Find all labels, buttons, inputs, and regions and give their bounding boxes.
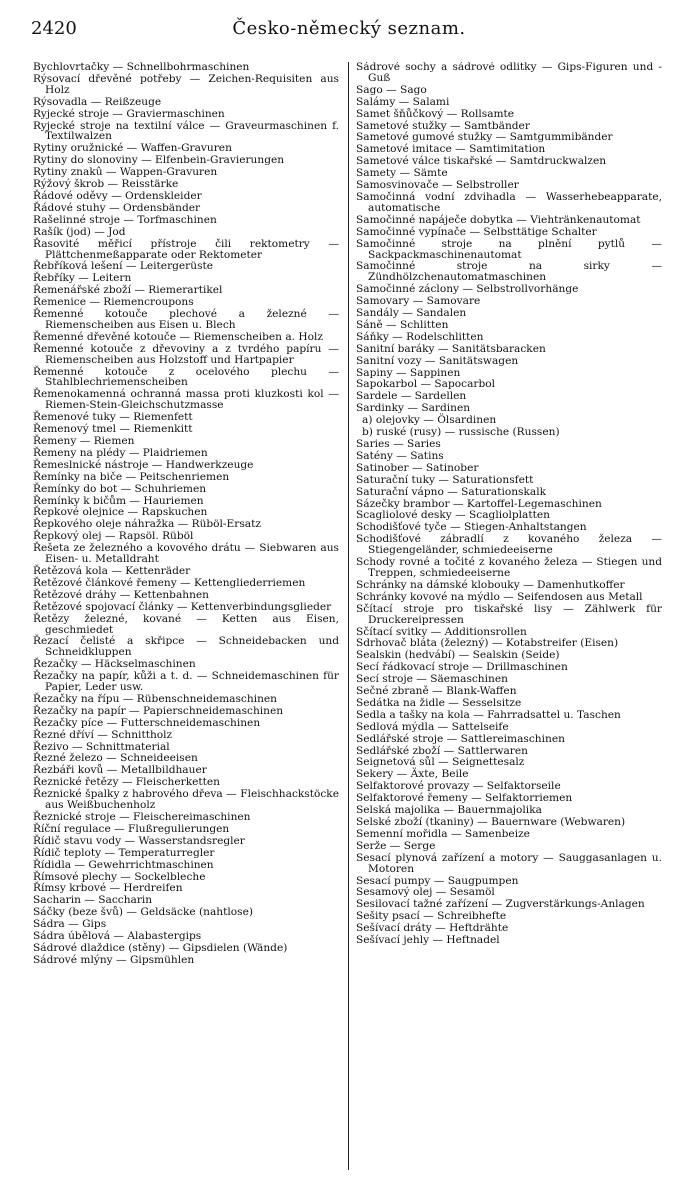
index-entry: Secí řádkovací stroje — Drillmaschinen xyxy=(356,661,568,674)
index-entry: Sádra — Gips xyxy=(33,918,107,931)
index-entry: Sáčky (beze švů) — Geldsäcke (nahtlose) xyxy=(33,906,253,919)
index-entry: Řezačky na papír — Papierschneidemaschinen xyxy=(33,704,284,717)
index-entry: Selfaktorové řemeny — Selfaktorriemen xyxy=(356,792,573,805)
index-entry: Samočinné vypínače — Selbsttätige Schalter xyxy=(356,225,597,238)
index-entry: Sacharin — Saccharin xyxy=(33,894,153,907)
index-entry: Sádra úbělová — Alabastergips xyxy=(33,930,202,943)
index-entry: Sečné zbraně — Blank-Waffen xyxy=(356,685,517,698)
index-entry: Řemenice — Riemencroupons xyxy=(33,296,194,309)
index-entry: Sesací plynová zařízení a motory — Sauggasanlagen u. Motoren xyxy=(356,851,662,875)
index-entry: Řemenné kotouče z ocelového plechu — Stahlblechriemenscheiben xyxy=(33,365,339,389)
index-entry: Samosvinovače — Selbstroller xyxy=(356,179,519,192)
index-entry: Sáňky — Rodelschlitten xyxy=(356,330,484,343)
index-entry: Sdrhovač bláta (železný) — Kotabstreifer (Eisen) xyxy=(356,637,619,650)
index-entry: Řezbáři kovů — Metallbildhauer xyxy=(33,764,207,777)
index-entry: Schodišťové zábradlí z kovaného železa — Stiegengeländer, schmiedeeiserne xyxy=(356,533,662,557)
index-entry: Sešívací jehly — Heftnadel xyxy=(356,934,500,947)
index-entry: Řezačky — Häckselmaschinen xyxy=(33,658,196,671)
index-entry: Rytiny znakû — Wappen-Gravuren xyxy=(33,166,218,179)
index-entry: Řešeta ze železného a kovového drátu — Siebwaren aus Eisen- u. Metalldraht xyxy=(33,542,339,566)
index-entry: Samovary — Samovare xyxy=(356,295,481,308)
index-entry: Selfaktorové provazy — Selfaktorseile xyxy=(356,780,561,793)
index-entry: Řebříková lešení — Leitergerüste xyxy=(33,260,214,273)
index-entry: Rašík (jod) — Jod xyxy=(33,225,126,238)
index-entry: Řemenový tmel — Riemenkitt xyxy=(33,423,193,436)
index-entry: Samočinné stroje na plnění pytlů — Sackpackmaschinenautomat xyxy=(356,237,662,261)
index-entry: Říční regulace — Flußregulierungen xyxy=(33,822,230,835)
index-entry: Řemeny na plédy — Plaidriemen xyxy=(33,446,208,459)
index-entry: Sanitní vozy — Sanitätswagen xyxy=(356,354,519,367)
index-entry: Řemeny — Riemen xyxy=(33,435,135,447)
index-entry: Samočinná vodní zdvihadla — Wasserhebeapparate, automatische xyxy=(356,190,662,214)
index-entry: Sekery — Äxte, Beile xyxy=(356,768,469,781)
index-entry: Saturační vápno — Saturationskalk xyxy=(356,485,547,498)
index-entry: Sedátka na židle — Sesselsitze xyxy=(356,696,522,709)
index-entry: Řeznické stroje — Fleischereimaschinen xyxy=(33,811,251,823)
index-columns xyxy=(33,62,667,1172)
index-entry: Schody rovné a točité z kovaného železa — Stiegen und Treppen, schmiedeeiserne xyxy=(356,556,662,579)
index-entry: Řepkový olej — Rapsöl. Rüböl xyxy=(33,530,194,543)
index-entry: Satény — Satins xyxy=(356,449,444,462)
index-entry: Schránky na dámské klobouky — Damenhutkoffer xyxy=(356,578,625,591)
index-entry: Řezačky na řípu — Rübenschneidemaschinen xyxy=(33,692,277,705)
index-entry: Sázečky brambor — Kartoffel-Legemaschinen xyxy=(356,497,602,510)
index-entry: Semenní mořidla — Samenbeize xyxy=(356,827,530,840)
index-entry: Rašelinné stroje — Torfmaschinen xyxy=(33,213,217,226)
index-entry: a) olejovky — Ölsardinen xyxy=(362,414,497,427)
index-entry: Řezačky píce — Futterschneidemaschinen xyxy=(33,716,261,729)
index-entry: Řídidla — Gewehrrichtmaschinen xyxy=(33,858,214,871)
index-entry: Řepkové olejnice — Rapskuchen xyxy=(33,506,208,519)
page-number: 2420 xyxy=(31,18,77,39)
index-entry: Sardele — Sardellen xyxy=(356,390,467,403)
index-entry: Řídič stavu vody — Wasserstandsregler xyxy=(33,834,245,847)
index-entry: Seignetová sůl — Seignettesalz xyxy=(356,756,525,769)
index-entry: Samety — Sämte xyxy=(356,167,448,180)
index-entry: Řemeslnické nástroje — Handwerkzeuge xyxy=(33,458,254,471)
index-entry: Sáně — Schlitten xyxy=(356,318,449,331)
index-entry: Řasovité měřicí přístroje čili rektometry — Plättchenmeßapparate oder Rektometer xyxy=(33,237,339,261)
index-entry: Řezné železo — Schneideeisen xyxy=(33,752,198,765)
left-column xyxy=(33,62,339,1172)
index-entry: Salámy — Salami xyxy=(356,95,450,108)
index-entry: Sádrové mlýny — Gipsmühlen xyxy=(33,953,195,966)
index-entry: Řeznické řetězy — Fleischerketten xyxy=(33,776,220,789)
index-entry: Sametové gumové stužky — Samtgummibänder xyxy=(356,131,613,144)
index-entry: Sešity psací — Schreibhefte xyxy=(356,910,507,923)
index-entry: Sametové válce tiskařské — Samtdruckwalzen xyxy=(356,155,607,168)
index-entry: Selské zboží (tkaniny) — Bauernware (Webwaren) xyxy=(356,816,626,828)
index-entry: Sádrové dlaždice (stěny) — Gipsdielen (Wände) xyxy=(33,941,288,954)
index-entry: Řebříky — Leitern xyxy=(33,272,132,285)
index-entry: Sedlářské stroje — Sattlereimaschinen xyxy=(356,732,565,745)
index-entry: Saries — Saries xyxy=(356,438,441,450)
index-entry: Řezací čelisté a skřipce — Schneidebacken und Schneidkluppen xyxy=(33,635,339,659)
index-entry: Rytiny oružnické — Waffen-Gravuren xyxy=(33,142,232,155)
index-entry: Rytiny do slonoviny — Elfenbein-Gravierungen xyxy=(33,154,285,167)
index-entry: b) ruské (rusy) — russische (Russen) xyxy=(362,426,560,439)
index-entry: Řemínky na biče — Peitschenriemen xyxy=(33,470,230,483)
page-title: Česko-německý seznam. xyxy=(232,18,466,39)
index-entry: Ryjecké stroje na textilní válce — Graveurmaschinen f. Textilwalzen xyxy=(33,119,339,143)
index-entry: Řezné dříví — Schnittholz xyxy=(33,728,173,741)
page-header xyxy=(0,18,698,44)
index-entry: Sádrové sochy a sádrové odlitky — Gips-Figuren und -Guß xyxy=(356,62,662,84)
index-entry: Sčítací svitky — Additionsrollen xyxy=(356,625,527,638)
index-entry: Sametové imitace — Samtimitation xyxy=(356,143,546,156)
index-entry: Samočinné napáječe dobytka — Viehtränkenautomat xyxy=(356,213,641,226)
index-entry: Schránky kovové na mýdlo — Seifendosen aus Metall xyxy=(356,590,643,603)
index-entry: Řemenné dřevěné kotouče — Riemenscheiben a. Holz xyxy=(33,330,323,343)
index-entry: Řádové oděvy — Ordenskleider xyxy=(33,189,202,202)
index-entry: Rýsovací dřevěné potřeby — Zeichen-Requisiten aus Holz xyxy=(33,72,339,96)
index-entry: Ryjecké stroje — Graviermaschinen xyxy=(33,107,225,120)
index-entry: Řetězová kola — Kettenräder xyxy=(33,564,191,577)
index-entry: Sanitní baráky — Sanitätsbaracken xyxy=(356,342,546,355)
index-entry: Sapokarbol — Sapocarbol xyxy=(356,378,496,391)
index-entry: Řídič teploty — Temperaturregler xyxy=(33,846,215,859)
index-entry: Sardinky — Sardinen xyxy=(356,402,471,415)
index-entry: Samočinné stroje na sirky — Zündhölzchenautomatmaschinen xyxy=(356,260,662,284)
index-entry: Sago — Sago xyxy=(356,83,427,96)
index-entry: Bychlovrtačky — Schnellbohrmaschinen xyxy=(33,62,250,73)
index-entry: Sandály — Sandalen xyxy=(356,307,467,320)
index-entry: Řemenokamenná ochranná massa proti kluzkosti kol — Riemen-Stein-Gleichschutzmasse xyxy=(33,388,339,412)
index-entry: Rýžový škrob — Reisstärke xyxy=(33,178,179,191)
index-entry: Římsové plechy — Sockelbleche xyxy=(33,870,206,883)
index-entry: Řetězové článkové řemeny — Kettengliederriemen xyxy=(33,576,306,589)
index-entry: Sedla a tašky na kola — Fahrradsattel u. Taschen xyxy=(356,708,621,721)
index-entry: Rýsovadla — Reißzeuge xyxy=(33,95,162,108)
index-entry: Saturační tuky — Saturationsfett xyxy=(356,473,534,486)
index-entry: Scagliolové desky — Scagliolplatten xyxy=(356,509,550,522)
index-entry: Sesací pumpy — Saugpumpen xyxy=(356,874,519,887)
index-entry: Sedlová mýdla — Sattelseife xyxy=(356,720,509,733)
index-entry: Řezivo — Schnittmaterial xyxy=(33,740,170,753)
column-divider xyxy=(348,62,349,1170)
index-entry: Řeznické špalky z habrového dřeva — Fleischhackstöcke aus Weißbuchenholz xyxy=(33,788,339,812)
index-entry: Serže — Serge xyxy=(356,839,436,852)
index-entry: Sesilovací tažné zařízení — Zugverstärkungs-Anlagen xyxy=(356,898,645,911)
index-entry: Sealskin (hedvábí) — Sealskin (Seide) xyxy=(356,649,560,662)
index-entry: Sedlářské zboží — Sattlerwaren xyxy=(356,744,528,757)
index-entry: Sametové stužky — Samtbänder xyxy=(356,119,530,132)
index-entry: Řemenářské zboží — Riemerartikel xyxy=(33,284,223,297)
index-entry: Řemenné kotouče plechové a železné — Riemenscheiben aus Eisen u. Blech xyxy=(33,308,339,331)
index-entry: Secí stroje — Säemaschinen xyxy=(356,673,508,686)
index-entry: Řetězové dráhy — Kettenbahnen xyxy=(33,588,209,601)
index-entry: Satinober — Satinober xyxy=(356,461,479,474)
index-entry: Řezačky na papír, kůži a t. d. — Schneidemaschinen für Papier, Leder usw. xyxy=(33,670,339,694)
index-entry: Selská majolika — Bauernmajolika xyxy=(356,804,542,817)
index-entry: Schodišťové tyče — Stiegen-Anhaltstangen xyxy=(356,521,587,534)
index-entry: Samočinné záclony — Selbstrollvorhänge xyxy=(356,283,579,296)
index-entry: Řemínky k bičům — Hauriemen xyxy=(33,494,204,507)
index-entry: Řádové stuhy — Ordensbänder xyxy=(33,201,201,214)
index-entry: Sapiny — Sappinen xyxy=(356,366,461,379)
index-entry: Řetězy železné, kované — Ketten aus Eisen, geschmiedet xyxy=(33,612,339,636)
index-entry: Sešívací dráty — Heftdrähte xyxy=(356,922,509,935)
index-entry: Samet šňůčkový — Rollsamte xyxy=(356,107,515,120)
index-entry: Řetězové spojovací články — Kettenverbindungsglieder xyxy=(33,600,332,613)
index-entry: Řemenové tuky — Riemenfett xyxy=(33,411,193,424)
index-entry: Římsy krbové — Herdreifen xyxy=(33,882,183,895)
index-entry: Sčítací stroje pro tiskařské lisy — Zählwerk für Druckereipressen xyxy=(356,602,662,626)
right-column xyxy=(356,62,662,1172)
index-entry: Řemínky do bot — Schuhriemen xyxy=(33,482,207,495)
index-entry: Řepkového oleje náhražka — Rüböl-Ersatz xyxy=(33,518,261,531)
index-entry: Řemenné kotouče z dřevoviny a z tvrdého papíru — Riemenscheiben aus Holzstoff und Hartpapier xyxy=(33,342,339,366)
index-entry: Sesamový olej — Sesamöl xyxy=(356,886,495,899)
